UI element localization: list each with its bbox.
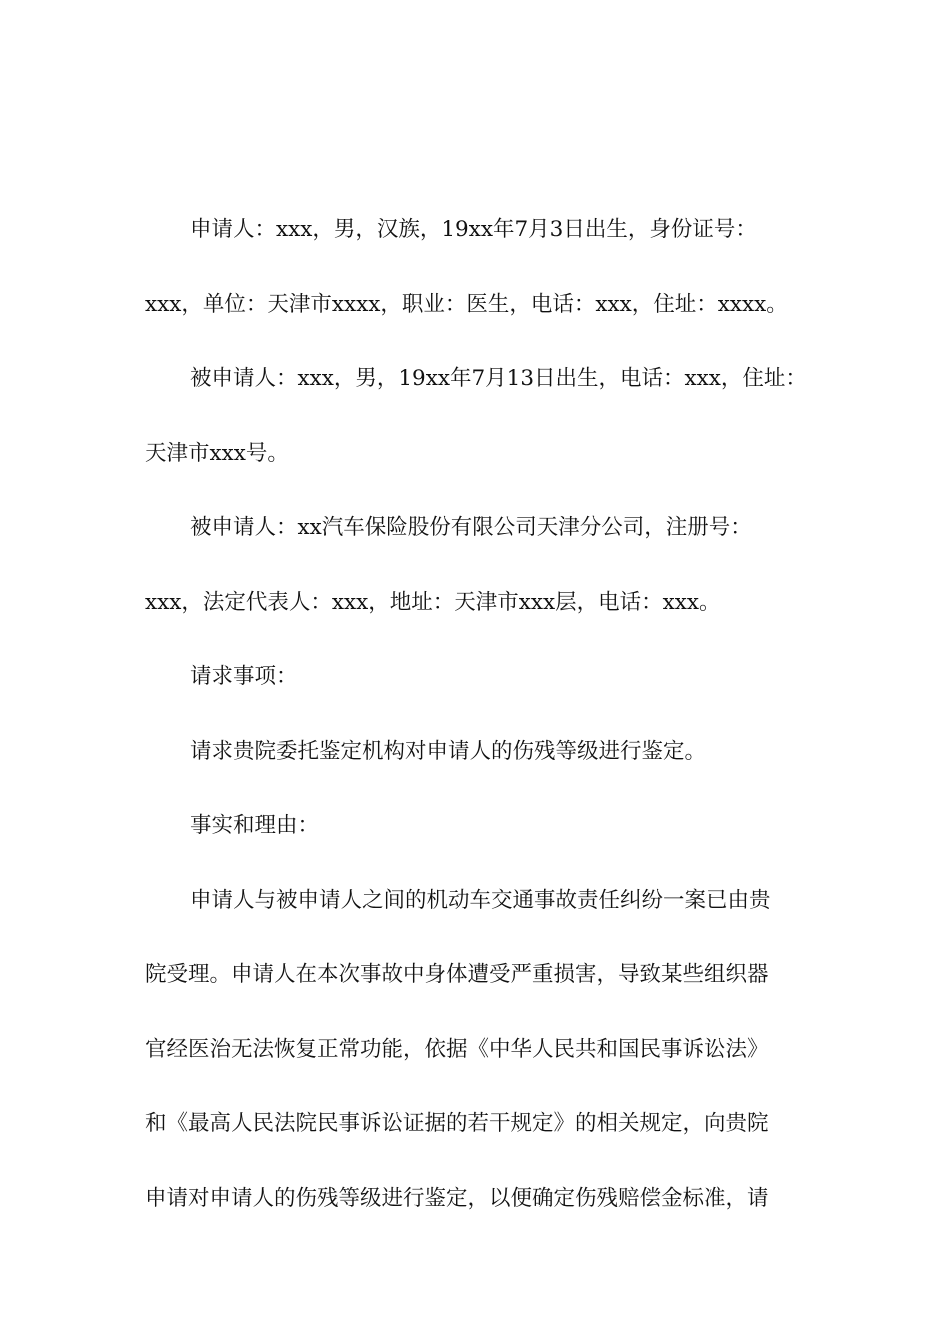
respondent-1-line-2: 天津市xxx号。 bbox=[145, 440, 289, 466]
facts-heading-line: 事实和理由： bbox=[190, 813, 320, 838]
facts-line-2: 院受理。申请人在本次事故中身体遭受严重损害，导致某些组织器 bbox=[145, 962, 769, 987]
respondent-2-paragraph bbox=[145, 491, 813, 640]
respondent-1-line-1: 被申请人：xxx，男，19xx年7月13日出生，电话：xxx，住址： bbox=[190, 366, 807, 391]
facts-line-4: 和《最高人民法院民事诉讼证据的若干规定》的相关规定，向贵院 bbox=[145, 1111, 769, 1136]
facts-line-3: 官经医治无法恢复正常功能，依据《中华人民共和国民事诉讼法》 bbox=[145, 1036, 769, 1062]
request-heading-line: 请求事项： bbox=[190, 664, 298, 689]
facts-heading bbox=[145, 789, 813, 864]
respondent-1-paragraph bbox=[145, 342, 813, 491]
request-content-paragraph bbox=[145, 715, 813, 790]
facts-content-paragraph bbox=[145, 864, 813, 1237]
facts-line-5: 申请对申请人的伤残等级进行鉴定，以便确定伤残赔偿金标准，请 bbox=[145, 1185, 769, 1211]
respondent-2-line-2: xxx，法定代表人：xxx，地址：天津市xxx层，电话：xxx。 bbox=[145, 589, 721, 615]
request-content-line: 请求贵院委托鉴定机构对申请人的伤残等级进行鉴定。 bbox=[190, 738, 707, 764]
applicant-paragraph bbox=[145, 193, 813, 342]
applicant-line-2: xxx，单位：天津市xxxx，职业：医生，电话：xxx，住址：xxxx。 bbox=[145, 291, 788, 317]
facts-line-1: 申请人与被申请人之间的机动车交通事故责任纠纷一案已由贵 bbox=[190, 887, 771, 913]
document-body bbox=[145, 193, 813, 1236]
respondent-2-line-1: 被申请人：xx汽车保险股份有限公司天津分公司，注册号： bbox=[190, 515, 752, 540]
applicant-line-1: 申请人：xxx，男，汉族，19xx年7月3日出生，身份证号： bbox=[190, 217, 757, 242]
request-heading bbox=[145, 640, 813, 715]
